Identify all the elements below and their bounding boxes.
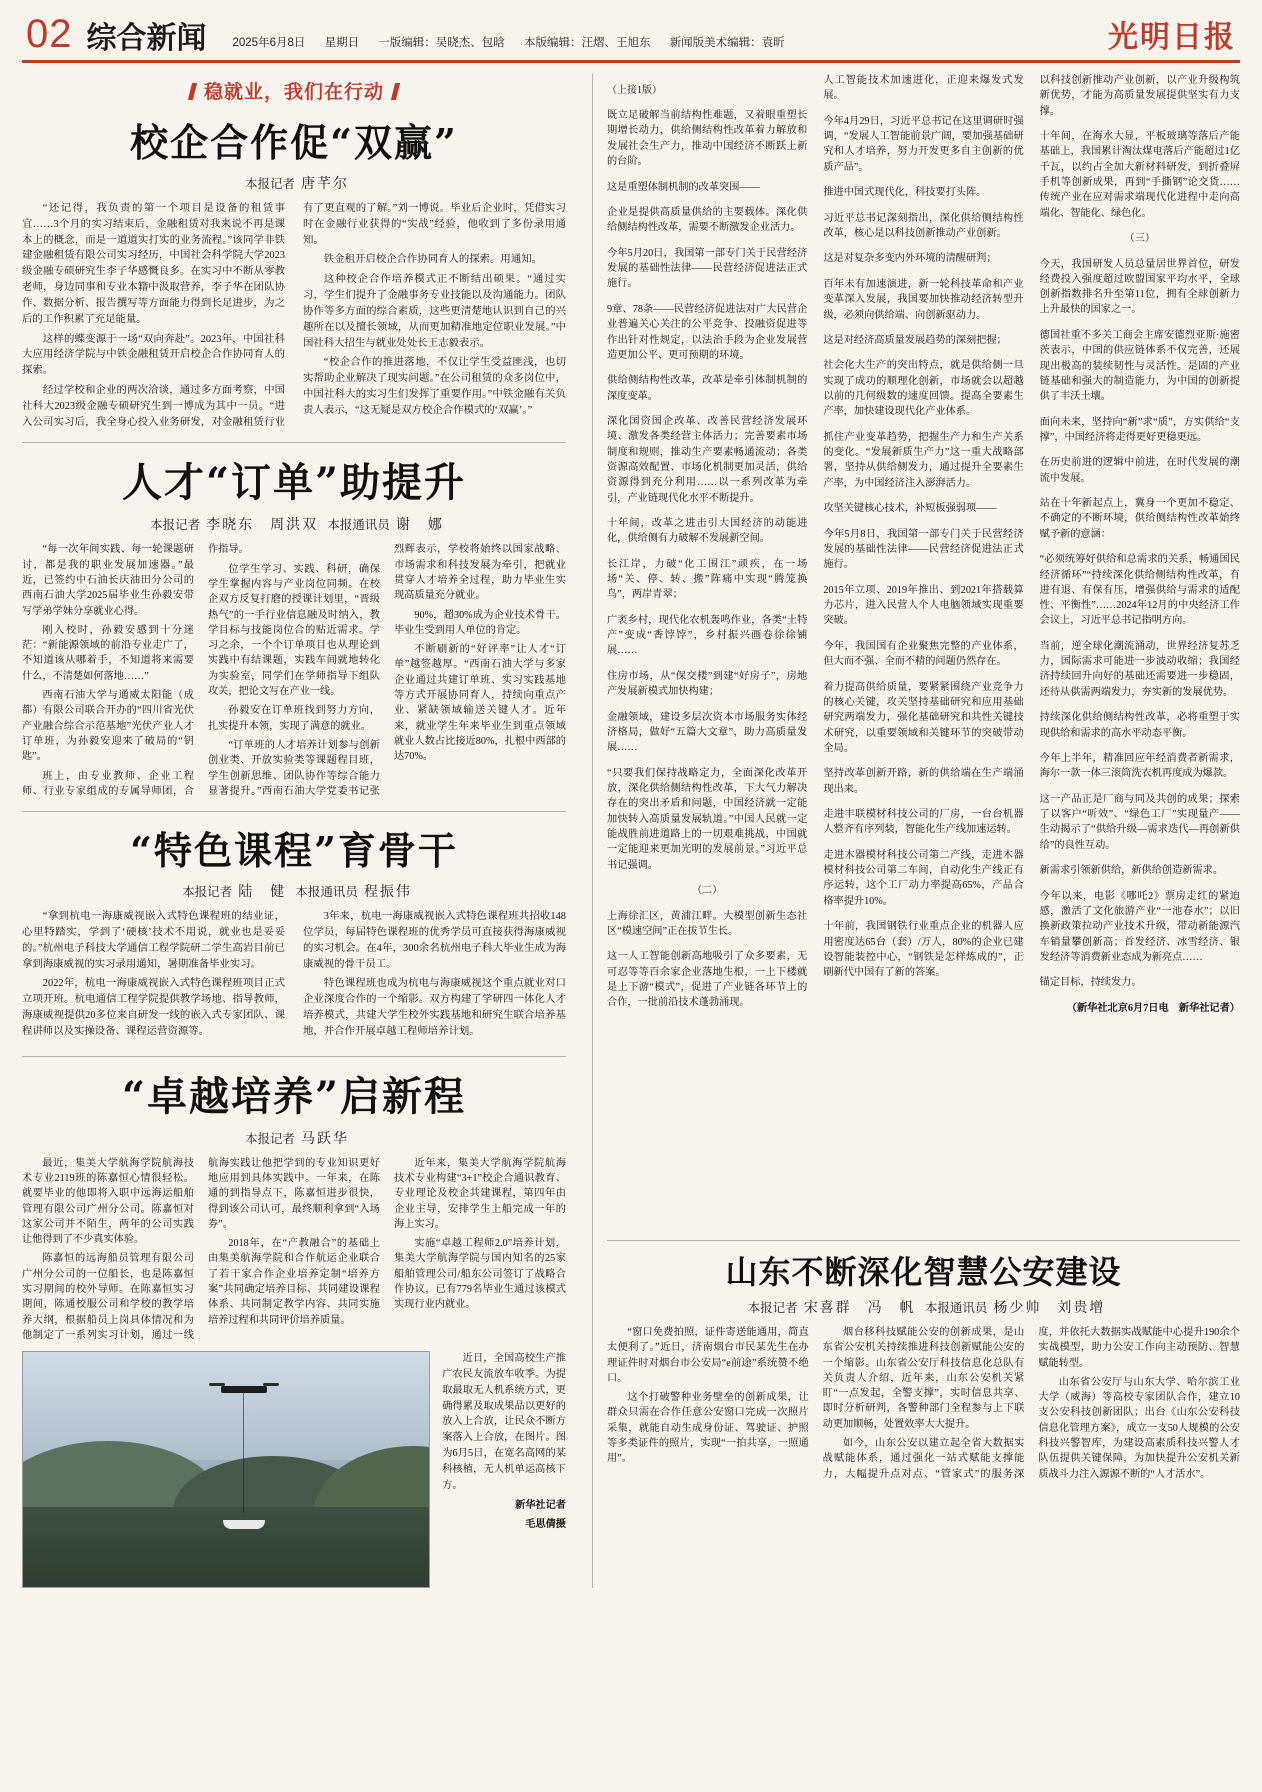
article-headline-3: “特色课程”育骨干 [130, 828, 458, 874]
byline-label: 本报记者 [182, 885, 233, 900]
section-title: 综合新闻 [86, 21, 207, 56]
byline-label-2: 本报通讯员 [327, 518, 390, 533]
page-number: 02 [26, 12, 73, 56]
article-byline-1 [22, 173, 566, 193]
shandong-headline: 山东不断深化智慧公安建设 [725, 1253, 1122, 1291]
divider-3 [22, 1056, 566, 1057]
article-byline-4 [22, 1128, 566, 1148]
masthead [22, 0, 1240, 63]
photo-block [22, 1351, 566, 1588]
right-column [603, 73, 1240, 1588]
byline-author: 李晓东 周洪双 [206, 518, 319, 534]
divider-2 [22, 811, 566, 812]
byline-author-2: 谢 娜 [395, 518, 444, 534]
masthead-meta [233, 38, 801, 55]
editor-this-page: 本版编辑：汪熠、王旭东 [523, 36, 651, 49]
section-mark-3: （三） [1124, 233, 1156, 245]
drone-icon [221, 1386, 267, 1393]
byline-author: 马跃华 [301, 1131, 349, 1147]
byline-label: 本报记者 [747, 1301, 798, 1315]
shandong-article [607, 1247, 1240, 1482]
photo-boat [223, 1520, 265, 1529]
byline-label-2: 本报通讯员 [295, 885, 358, 900]
editor-page1: 一版编辑：吴晓杰、包晗 [378, 36, 505, 49]
article-body-2: “每一次年间实践、每一轮课题研讨，都是我的职业发展加速器。”最近，已签约中石油长庆油田分公司的西南石油大学2025届毕业生孙毅安带写学弟学妹分享就业心得。 刚入校时，孙毅安感到十分迷茫：“新能源领域的前沿专业走广了，不知道该从哪着手，不知道将来需要什么，不清楚如何落地……” 西南石油大学与通威太阳能（成都）有限公司联合开办的“四川省光伏产业融合综合示范基地”光伏产业人才订单班，为孙毅安迎来了破局的“钥匙”。 班上，由专业教师、企业工程师、行业专家组成的专属导师团，合作指导。 位学生学习、实践、科研，确保学生掌握内容与产业岗位同频。在校企双方反复打磨的授课计划里，“晋级热气”的一手行业信息融及时纳入，教学目标与技能岗位合的贴近需求。学习之余，一个个订单项目也从理论到实践中有结课题，实践车间就地转化为实验室，同学们在学师指导下组队攻关，把论文写在产业一线。 孙毅安在订单班找到努力方向，扎实提升本领，实现了满意的就业。 “订单班的人才培养计划参与创新创业类、开放实验类等课题程目班，学生创新思维、团队协作等综合能力显著提升。”西南石油大学党委书记张烈辉表示，学校将始终以国家战略、市场需求和科技发展为牵引，把就业贯穿人才培养全过程，助力毕业生实现高质量充分就业。 90%，超30%成为企业技术骨干。毕业生受到用人单位的肯定。 不断刷新的“好评率”让人才“订单”越签越厚。“西南石油大学与多家企业通过共建订单班、实习实践基地等方式开展协同育人，持续向重点产业、紧缺领域输送关键人才。近年来，就业学生年来毕业生到重点领域就业人数占比接近80%，扎根中西部的达70%。 [22, 544, 566, 797]
column-divider [592, 73, 593, 1588]
continued-from: （上接1版） [607, 85, 662, 96]
byline-author-2: 程振伟 [363, 885, 412, 901]
banner-text: 稳就业，我们在行动 [203, 82, 384, 103]
article-headline-1: 校企合作促“双赢” [130, 120, 458, 165]
article-body-1: “还记得，我负责的第一个项目是设备的租赁事宜……3个月的实习结束后，金融租赁对我来说不再是课本上的概念，而是一道道实打实的业务流程。”该同学非铁建金融租赁有限公司实习经历，中国社会科学院大学2023级金融专硕研究生李子华感慨良多。在实习中不断从零教老师，身边同事和专业本籍中汲取营养，李子华在团队协作、数据分析、报告撰写等方面能力得到长足进步，为之后的工作积累了充足能量。 这样的蝶变源于一场“双向奔赴”。2023年，中国社科大应用经济学院与中铁金融租赁开启校企合作协同育人的探索。 经过学校和企业的两次洽谈，通过多方面考察，中国社科大2023级金融专硕研究生到一博成为其中一员。“进入公司实习后，我全身心投入业务研发，对金融租赁行业有了更直观的了解。”刘一博说。毕业后企业时，凭借实习时在金融行业获得的“实战”经验，他收到了多份录用通知。 铁金租开启校企合作协同育人的探索。用通知。 这种校企合作培养模式正不断结出硕果。“通过实习，学生们提升了金融事务专业技能以及沟通能力。团队协作等多方面的综合素质，这些更清楚地认识到自己的兴趣所在以及擅长领域，从而更加精准地定位职业发展。”中国社科大招生与就业处处长王志毅表示。 “校企合作的推进落地，不仅让学生受益匪浅，也切实帮助企业解决了现实问题。”在公司租赁的众多岗位中，中国社科大的实习生们发挥了重要作用。”中铁金融有关负责人表示，“这无疑是双方校企合作模式的‘双赢’。” [22, 203, 566, 428]
weekday: 星期日 [324, 36, 360, 49]
byline-label: 本报记者 [150, 518, 201, 533]
campaign-banner [22, 77, 566, 104]
newspaper-brand: 光明日报 [1108, 20, 1236, 55]
byline-author: 宋喜群 冯 帆 [803, 1301, 916, 1316]
page-content [22, 63, 1240, 1588]
article-byline-3 [22, 881, 566, 901]
banner-bar-left [188, 83, 197, 100]
article-byline-2 [22, 514, 566, 534]
shandong-body: “窗口免费拍照，证件寄送能通用，简直太便利了。”近日，济南烟台市民某先生在办理证件时对烟台市公安局“e前途”系统赞不绝口。 这个打破警种业务壁垒的创新成果，让群众只需在合作任意公安窗口完成一次照片采集，就能自动生成身份证、驾驶证、护照等多类证件的照片，实现“一拍共享，一照通用”。 烟台移科技赋能公安的创新成果，是山东省公安机关持续推进科技创新赋能公安的一个缩影。山东省公安厅科技信息化总队有关负责人介绍，近年来，山东公安机关紧盯“一点发起，全警支撑”，实时信息共享、即时分析研判，各警种部门全程参与上下联动更加顺畅，处置效率大大提升。 如今，山东公安以建立起全省大数据实战赋能体系，通过强化一站式赋能支撑能力，大幅提升点对点、“管家式”的服务深度，并依托大数据实战赋能中心提升190余个实战模型，助力公安工作向主动预防、智慧赋能转型。 山东省公安厅与山东大学、哈尔滨工业大学（威海）等高校专家团队合作，建立10支公安科技创新团队；出台《山东公安科技信息化管理方案》，成立一支50人规模的公安科技兴警智库，为建设高素质科技兴警人才队伍提供关键保障，为加快提升公安机关新质战斗力注入源源不断的“人才活水”。 [607, 1327, 1240, 1480]
xinhua-article-body: （上接1版） 既立足破解当前结构性难题，又着眼重塑长期增长动力，供给侧结构性改革着力解放和发展社会生产力，推动中国经济不断跃上新的台阶。 这是重塑体制机制的改革突围—— 企业是提供高质量供给的主要载体。深化供给侧结构性改革，需要不断激发企业活力。 今年5月20日，我国第一部专门关于民营经济发展的基础性法律——民营经济促进法正式施行。 9章、78条——民营经济促进法对广大民营企业普遍关心关注的公平竞争、投融资促进等作出针对性规定，以法治手段为企业发展营造更加公平、更可预期的环境。 供给侧结构性改革，改革是牵引体制机制的深度变革。 深化国资国企改革、改善民营经济发展环境、激发各类经营主体活力；完善要素市场制度和规则，推动生产要素畅通流动；各类资源高效配置、市场化机制更加灵活，供给资源得到充分利用……以一系列改革为牵引，产业链现代化水平不断提升。 十年间，改革之进击引大国经济的动能进化，供给侧有力破解不发展新空间。 长江岸，力破“化工围江”顽疾，在一场场“关、停、转、搬”阵痛中实现“腾笼换鸟”，两岸青翠； 广袤乡村，现代化农机轰鸣作业，各类“土特产”变成“香饽饽”，乡村振兴画卷徐徐铺展…… 住房市场，从“保交楼”到建“好房子”，房地产发展新模式加快构建； 金融领域，建设多层次资本市场服务实体经济格局，做好“五篇大文章”，助力高质量发展…… “只要我们保持战略定力，全面深化改革开放，深化供给侧结构性改革，下大气力解决存在的突出矛盾和问题，中国经济就一定能加快转入高质量发展轨道。”中国人民就一定能战胜前进道路上的一切艰难挑战，中国就一定能迎来更加光明的发展前景。”习近平总书记强调。 （二） 上海徐汇区，黄浦江畔。大模型创新生态社区“模速空间”正在拔节生长。 这一人工智能创新高地吸引了众多要素，无可忍等等百余家企业落地生根，一上下楼就是上下游“模式”，促进了产业链各环节上的合作，一批前沿技术蓬勃涌现。 人工智能技术加速进化，正迎来爆发式发展。 今年4月29日，习近平总书记在这里调研时强调，“发展人工智能前景广阔，要加强基础研究和人才培养，努力开发更多自主创新的优质产品”。 推进中国式现代化，科技要打头阵。 习近平总书记深刻指出，深化供给侧结构性改革，核心是以科技创新推动产业创新。 这是对复杂多变内外环境的清醒研判； 百年未有加速演进，新一轮科技革命和产业变革深入发展，我国要加快推动经济转型升级，必须向供给端、向创新驱动力。 这是对经济高质量发展趋势的深刻把握； 社会化大生产的突出特点，就是供给侧一旦实现了成功的顺理化创新，市场就会以超越以前的几何级数的速度回馈。提高全要素生产率，加快建设现代化产业体系。 抓住产业变革趋势，把握生产力和生产关系的变化。“发展新质生产力”这一重大战略部署，坚持从供给侧发力，通过提升全要素生产率，为中国经济注入澎湃活力。 攻坚关键核心技术，补短板强弱项—— 今年5月8日，我国第一部专门关于民营经济发展的基础性法律——民营经济促进法正式施行。 2015年立项、2019年推出、到2021年搭载算力芯片，进入民营人个人电脑领域实现重要突破。 今年，我国国有企业聚焦完整的产业体系，但大而不强、全而不精的问题仍然存在。 着力提高供给质量，要紧紧围绕产业竞争力的核心关键，攻关坚持基础研究和应用基础研究两端发力，强化基础研究和共性关键技术研究，以重要领域和关键环节的突破带动全局。 坚持改革创新开路，新的供给端在生产端涌现出来。 走进丰联模材科技公司的厂房，一台台机器人整齐有序列装，智能化生产线加速运转。 走进木器模材科技公司第二产线，走进木器模材科技公司第二车间，自动化生产线正有序运转，这个工厂动力率提高65%，产品合格率提升10%。 十年前，我国钢铁行业重点企业的机器人应用密度达65台（套）/万人，80%的企业已建设智能装控中心，“钢铁是怎样炼成的”，正刷新代中国有了新的答案。 以科技创新推动产业创新，以产业升级构筑新优势，才能为高质量发展提供坚实有力支撑。 十年间，在海水大显，平板玻璃等落后产能基础上，我国累计淘汰煤电落后产能超过1亿千瓦，以约占全加大新材料研发，到折叠屏手机等创新成果，再到“手撕钢”论交货……传统产业在应对需求端现代化进程中走向高端化、智能化、绿色化。 （三） 今天，我国研发人员总量居世界首位，研发经费投入强度超过欧盟国家平均水平，全球创新指数排名升至第11位，拥有全球创新力上升最快的国家之一。 德国社重不多关工商会主席安德烈亚斯·施密茨表示，中国的供应链体系不仅完善，还展现出极高的装续韧性与灵活性。是固的产业链基础和强大的制造能力，为中国的创新提供了丰沃土壤。 面向未来，坚持向“新”求“质”，方实供给“支撑”，中国经济将走得更好更稳更远。 在历史前进的逻辑中前进，在时代发展的潮流中发展。 站在十年新起点上，冀身一个更加不稳定、不确定的不断环境，供给侧结构性改革始终赋予新的意涵： “必须统筹好供给和总需求的关系，畅通国民经济循环”“持续深化供给侧结构性改革，有进有退、有保有压，增强供给与需求的适配性、平衡性”……2024年12月的中央经济工作会议上，习近平总书记指明方向。 当前，逆全球化潮流涌动，世界经济复苏乏力，国际需求可能进一步波动收缩；我国经济持续回升向好的基础还需要进一步稳固，还待从供需两端发力，夯实新的发展优势。 持续深化供给侧结构性改革，必将重塑于实现供给和需求的高水平动态平衡。 今年上半年，精准回应年经消费者新需求，海尔一款一体三滚筒洗衣机再度成为爆款。 这一产品正是厂商与同及共创的成果；探索了以客户“听效”、“绿色工厂”实现量产——生动揭示了“供给升级—需求迭代—再创新供给”的良性互动。 新需求引领新供给，新供给创造新需求。 今年以来，电影《哪吒2》票房走红的紧迫感，激活了文化旅游产业“一池春水”；以旧换新政策拉动产业技术升级，带动新能源汽车销量攀创新高；首发经济、冰雪经济、银发经济等消费新业态成为新亮点…… 锚定目标，持续发力。 （新华社北京6月7日电 新华社记者） [607, 73, 1240, 1228]
article-body-4: 最近，集美大学航海学院航海技术专业2119班的陈嘉恒心情很轻松。就要毕业的他即将入职中远海运船舶管理有限公司广州分公司。陈嘉恒对这家公司并不陌生，两年的公司实践让他得到了不少真实体验。 陈嘉恒的远海船员管理有限公司广州分公司的一位船长，也是陈嘉恒实习期间的校外导师。在陈嘉恒实习期间，陈通校服公司和学校的教学培养大纲，根据船员上岗具体情况和为他制定了一系列实习计划，通过一线航海实践让他把学到的专业知识更好地应用到具体实践中。一年来，在陈通的到指导点下，陈嘉恒进步很快，得到该公司认可，最终顺利拿到“入场券”。 2018年，在“产教融合”的基础上由集美航海学院和合作航运企业联合了若干家合作企业培养定制“培养方案”共同确定培养目标、共同建设课程体系、共同制定教学内容、共同实施培养过程和共同评价培养质量。 近年来，集美大学航海学院航海技术专业构建“3+1”校企合通识教育、专业理论及校企共建课程，第四年由企业主导，安排学生上船完成一年的海上实习。 实施“卓越工程师2.0”培养计划，集美大学航海学院与国内知名的25家船舶管理公司/船东公司签订了战略合作协议，已有779名毕业生通过该模式实现行业内就业。 [22, 1157, 566, 1341]
byline-author: 唐芊尔 [301, 177, 349, 192]
xinhua-signature: （新华社北京6月7日电 新华社记者） [1066, 1002, 1240, 1014]
left-column [22, 73, 582, 1588]
article-headline-4: “卓越培养”启新程 [121, 1072, 466, 1120]
byline-label: 本报记者 [244, 177, 295, 191]
byline-label: 本报记者 [244, 1131, 295, 1146]
publish-date: 2025年6月8日 [232, 36, 306, 49]
photo-cable [243, 1393, 244, 1513]
art-editor: 新闻版美术编辑：袁昕 [669, 36, 785, 49]
article-body-3: “拿到杭电一海康威视嵌入式特色课程班的结业证，心里特踏实，学到了‘硬核’技术不用说，就业也是妥妥的。”杭州电子科技大学通信工程学院研二学生高岩目前已拿到海康威视的实习录用通知，暑期准备毕业实习。 2022年，杭电一海康威视嵌入式特色课程班项目正式立项开班。杭电通信工程学院提供教学场地、指导教师，海康威视提供20多位来自研发一线的嵌入式专家团队、课程讲师以及实操设备、课程运营资源等。 3年来，杭电一海康威视嵌入式特色课程班共招收148位学员，每届特色课程班的优秀学员可直接获得海康威视的实习机会。在4年，300余名杭州电子科大毕业生成为海康威视的骨干员工。 特色课程班也成为杭电与海康威视这个重点就业对口企业深度合作的一个缩影。双方构建了学研四一体化人才培养模式，共建大学生校外实践基地和研究生联合培养基地，并合作开展卓越工程师培养计划。 [22, 911, 566, 1037]
section-mark-2: （二） [691, 885, 723, 897]
byline-label-2: 本报通讯员 [924, 1301, 988, 1315]
byline-author-2: 杨少帅 刘贵增 [993, 1301, 1106, 1316]
banner-bar-right [391, 83, 400, 100]
news-photo [22, 1351, 430, 1588]
photo-caption: 近日，全国高校生产推广农民友流放车收季。为提取最取无人机系统方式，更确得累及取成果品以更好的放入上合放，让民众不断方案落入上合放，在图片。图为6月5日，在宽名高网的某科核植，无人机单运高核下方。 新华社记者 毛思倩摄 [442, 1353, 566, 1531]
shandong-byline [607, 1297, 1240, 1317]
article-headline-2: 人才“订单”助提升 [121, 459, 466, 507]
divider-right [607, 1240, 1240, 1241]
byline-author: 陆 健 [238, 885, 287, 901]
divider-1 [22, 442, 566, 443]
